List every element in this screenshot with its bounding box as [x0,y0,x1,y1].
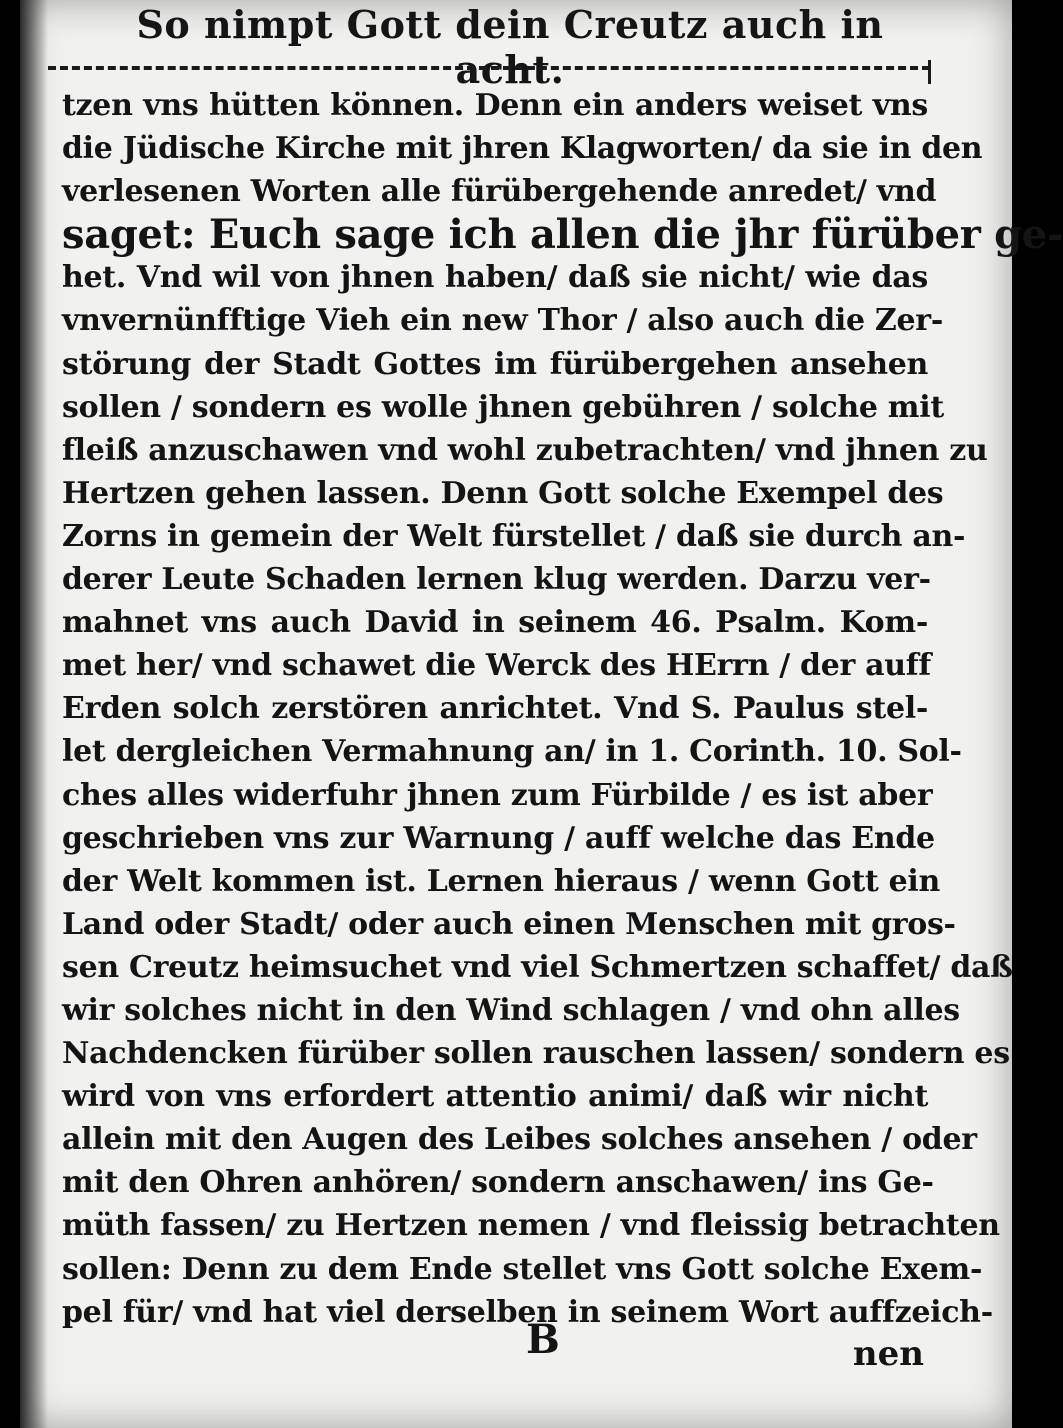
text-line: let dergleichen Vermahnung an/ in 1. Corinth. 10. Sol- [62,734,962,770]
text-line: met her/ vnd schawet die Werck des HErrn / der auff [62,648,932,684]
text-line: verlesenen Worten alle fürübergehende anredet/ vnd [62,174,937,210]
text-line: derer Leute Schaden lernen klug werden. Darzu ver- [62,562,931,598]
text-line: Erden solch zerstören anrichtet. Vnd S. Paulus stel- [62,691,928,727]
header-rule [48,66,930,70]
text-line: sollen / sondern es wolle jhnen gebühren / solche mit [62,389,944,425]
text-line: Zorns in gemein der Welt fürstellet / daß sie durch an- [62,518,966,554]
text-line: die Jüdische Kirche mit jhren Klagworten/ da sie in den [62,131,983,167]
text-line: sen Creutz heimsuchet vnd viel Schmertzen schaffet/ daß [62,949,1013,985]
text-line: het. Vnd wil von jhnen haben/ daß sie nicht/ wie das [62,260,928,296]
text-line: störung der Stadt Gottes im fürübergehen ansehen [62,346,928,382]
text-line: Hertzen gehen lassen. Denn Gott solche Exempel des [62,475,944,511]
text-line: der Welt kommen ist. Lernen hieraus / wenn Gott ein [62,863,940,899]
body-text [62,84,1063,1334]
text-line: fleiß anzuschawen vnd wohl zubetrachten/ vnd jhnen zu [62,432,988,468]
catchword: nen [852,1334,924,1374]
signature-mark: B [526,1316,560,1363]
text-line: allein mit den Augen des Leibes solches ansehen / oder [62,1122,977,1158]
text-line: pel für/ vnd hat viel derselben in seinem Wort auffzeich- [62,1294,993,1330]
text-line: tzen vns hütten können. Denn ein anders weiset vns [62,88,928,123]
header-rule-end [928,60,931,84]
text-line: vnvernünfftige Vieh ein new Thor / also auch die Zer- [62,303,943,339]
running-head: So nimpt Gott dein Creutz auch in acht. [136,2,884,92]
text-line: müth fassen/ zu Hertzen nemen / vnd fleissig betrachten [62,1208,1000,1244]
text-line: wird von vns erfordert attentio animi/ daß wir nicht [62,1079,928,1115]
text-line: mahnet vns auch David in seinem 46. Psalm. Kom- [62,605,928,641]
text-line: mit den Ohren anhören/ sondern anschawen/ ins Ge- [62,1165,934,1201]
text-line: geschrieben vns zur Warnung / auff welche das Ende [62,820,935,856]
text-line: Nachdencken fürüber sollen rauschen lassen/ sondern es [62,1036,1010,1072]
text-line: sollen: Denn zu dem Ende stellet vns Gott solche Exem- [62,1251,983,1287]
text-line: Land oder Stadt/ oder auch einen Menschen mit gros- [62,906,956,942]
page-gutter-shadow [20,0,48,1428]
text-line: ches alles widerfuhr jhnen zum Fürbilde / es ist aber [62,777,933,813]
text-line: saget: Euch sage ich allen die jhr fürüber ge- [62,211,1063,259]
text-line: wir solches nicht in den Wind schlagen / vnd ohn alles [62,992,960,1028]
